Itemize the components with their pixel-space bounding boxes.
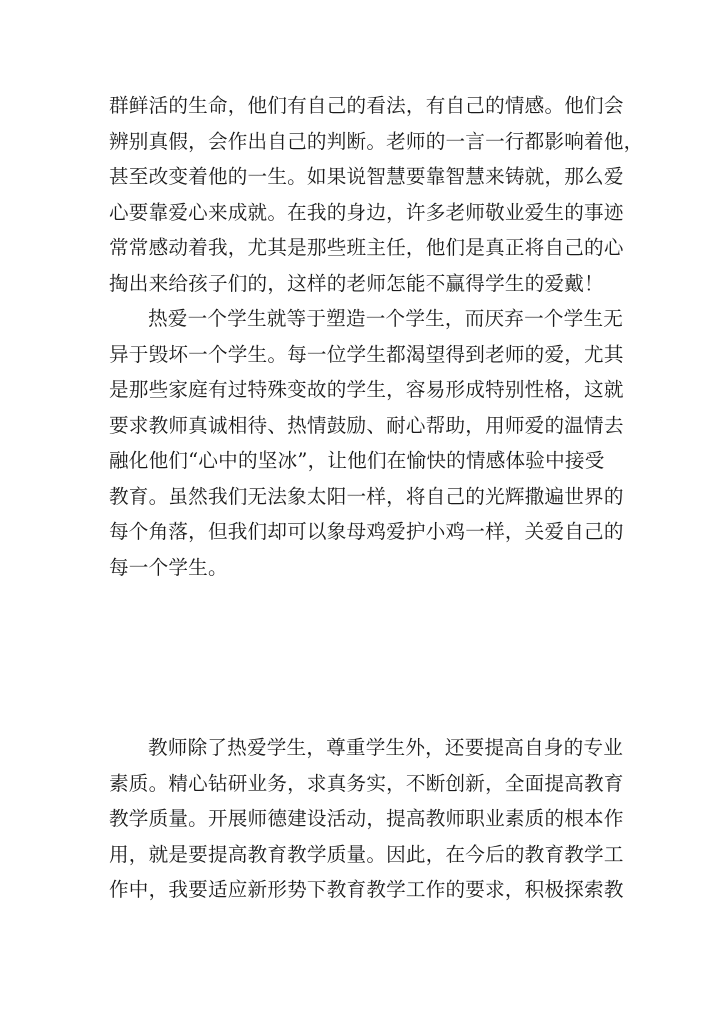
text-line: 每一个学生。 bbox=[109, 555, 228, 579]
paragraph-first-line: 教师除了热爱学生，尊重学生外，还要提高自身的专业 bbox=[148, 736, 624, 759]
text-line: 是那些家庭有过特殊变故的学生，容易形成特别性格，这就 bbox=[109, 378, 624, 401]
text-line: 教育。虽然我们无法象太阳一样，将自己的光辉撒遍世界的 bbox=[109, 484, 624, 508]
text-line: 要求教师真诚相待、热情鼓励、耐心帮助，用师爱的温情去 bbox=[109, 413, 624, 437]
text-line: 常常感动着我，尤其是那些班主任，他们是真正将自己的心 bbox=[109, 236, 624, 259]
text-block-2 bbox=[109, 730, 624, 908]
text-line: 每个角落，但我们却可以象母鸡爱护小鸡一样，关爱自己的 bbox=[109, 520, 624, 543]
text-line: 异于毁坏一个学生。每一位学生都渴望得到老师的爱，尤其 bbox=[109, 342, 624, 366]
text-line: 心要靠爱心来成就。在我的身边，许多老师敬业爱生的事迹 bbox=[109, 200, 624, 224]
text-line: 辨别真假，会作出自己的判断。老师的一言一行都影响着他， bbox=[109, 129, 644, 153]
text-line: 融化他们“心中的坚冰”，让他们在愉快的情感体验中接受 bbox=[109, 449, 605, 472]
text-line: 掏出来给孩子们的，这样的老师怎能不赢得学生的爱戴！ bbox=[109, 271, 604, 295]
text-block-1 bbox=[109, 88, 644, 585]
text-line: 素质。精心钻研业务，求真务实，不断创新，全面提高教育 bbox=[109, 771, 624, 795]
text-line: 群鲜活的生命，他们有自己的看法，有自己的情感。他们会 bbox=[109, 94, 624, 117]
text-line: 作中，我要适应新形势下教育教学工作的要求，积极探索教 bbox=[109, 878, 624, 901]
paragraph-first-line: 热爱一个学生就等于塑造一个学生，而厌弃一个学生无 bbox=[148, 307, 624, 330]
text-line: 用，就是要提高教育教学质量。因此，在今后的教育教学工 bbox=[109, 842, 624, 866]
text-line: 甚至改变着他的一生。如果说智慧要靠智慧来铸就，那么爱 bbox=[109, 165, 624, 188]
text-line: 教学质量。开展师德建设活动，提高教师职业素质的根本作 bbox=[109, 807, 624, 830]
